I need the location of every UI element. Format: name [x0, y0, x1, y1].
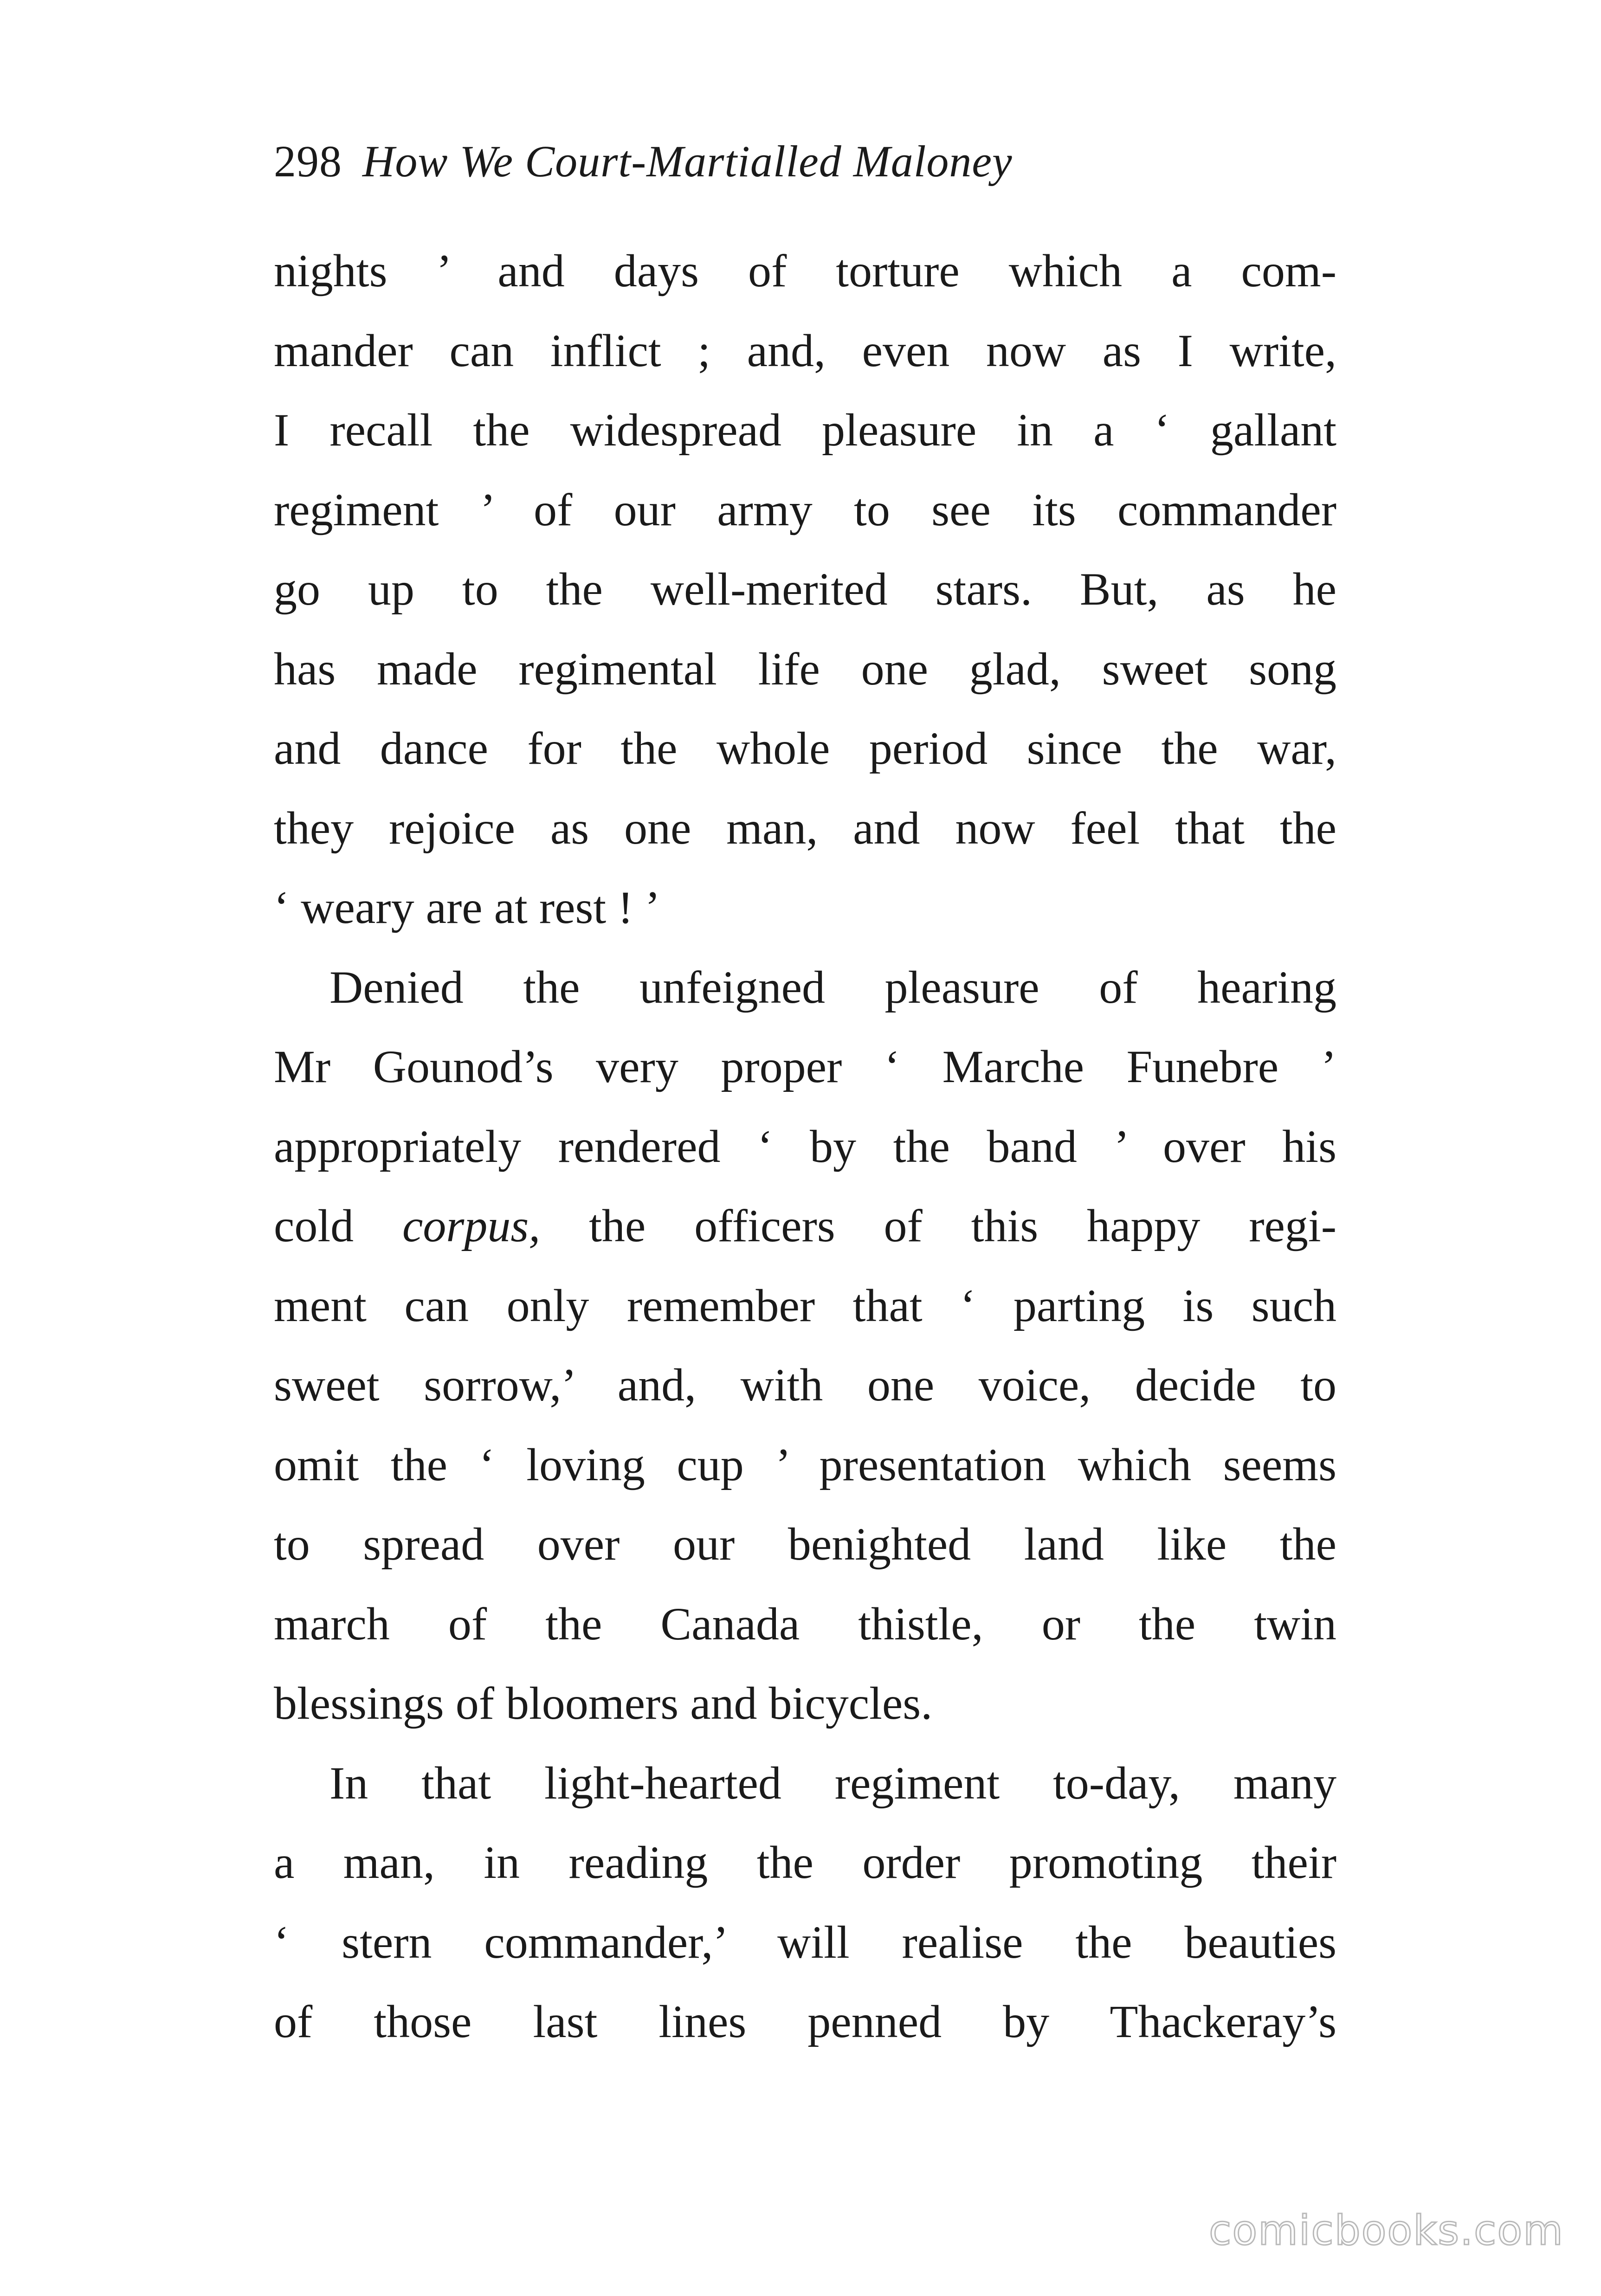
text-line — [274, 1186, 1336, 1266]
text-line: appropriately rendered ‘ by the band ’ over his — [274, 1120, 1336, 1172]
text-line: ment can only remember that ‘ parting is such — [274, 1279, 1336, 1331]
text-line: sweet sorrow,’ and, with one voice, decide to — [274, 1359, 1336, 1411]
text-line: regiment ’ of our army to see its commander — [274, 484, 1336, 535]
text-line: blessings of bloomers and bicycles. — [274, 1677, 933, 1729]
body-text — [274, 231, 1336, 2062]
text-fragment: cold — [274, 1200, 354, 1251]
text-line: march of the Canada thistle, or the twin — [274, 1598, 1336, 1650]
text-line: Denied the unfeigned pleasure of hearing — [329, 961, 1336, 1013]
text-line: of those last lines penned by Thackeray’s — [274, 1996, 1336, 2047]
text-line: a man, in reading the order promoting their — [274, 1837, 1336, 1888]
page-number: 298 — [274, 136, 342, 186]
text-line: go up to the well-merited stars. But, as he — [274, 563, 1336, 615]
text-line: nights ’ and days of torture which a com- — [274, 245, 1336, 297]
text-line: ‘ stern commander,’ will realise the beauties — [274, 1916, 1336, 1968]
text-line: In that light-hearted regiment to-day, many — [329, 1757, 1336, 1809]
text-fragment: the officers of this happy regi- — [589, 1200, 1336, 1251]
watermark: comicbooks.com — [1208, 2206, 1564, 2254]
text-line: and dance for the whole period since the war, — [274, 722, 1336, 774]
running-head — [274, 136, 1013, 186]
text-line: ‘ weary are at rest ! ’ — [274, 882, 660, 933]
text-line: Mr Gounod’s very proper ‘ Marche Funebre ’ — [274, 1041, 1336, 1092]
running-title: How We Court-Martialled Maloney — [362, 136, 1013, 186]
text-line: mander can inflict ; and, even now as I write, — [274, 324, 1336, 376]
text-line: omit the ‘ loving cup ’ presentation which seems — [274, 1438, 1336, 1490]
text-line: has made regimental life one glad, sweet song — [274, 643, 1336, 695]
text-line: they rejoice as one man, and now feel that the — [274, 802, 1336, 854]
text-line: to spread over our benighted land like the — [274, 1518, 1336, 1570]
italic-word: corpus, — [402, 1200, 541, 1251]
text-line: I recall the widespread pleasure in a ‘ gallant — [274, 404, 1336, 456]
